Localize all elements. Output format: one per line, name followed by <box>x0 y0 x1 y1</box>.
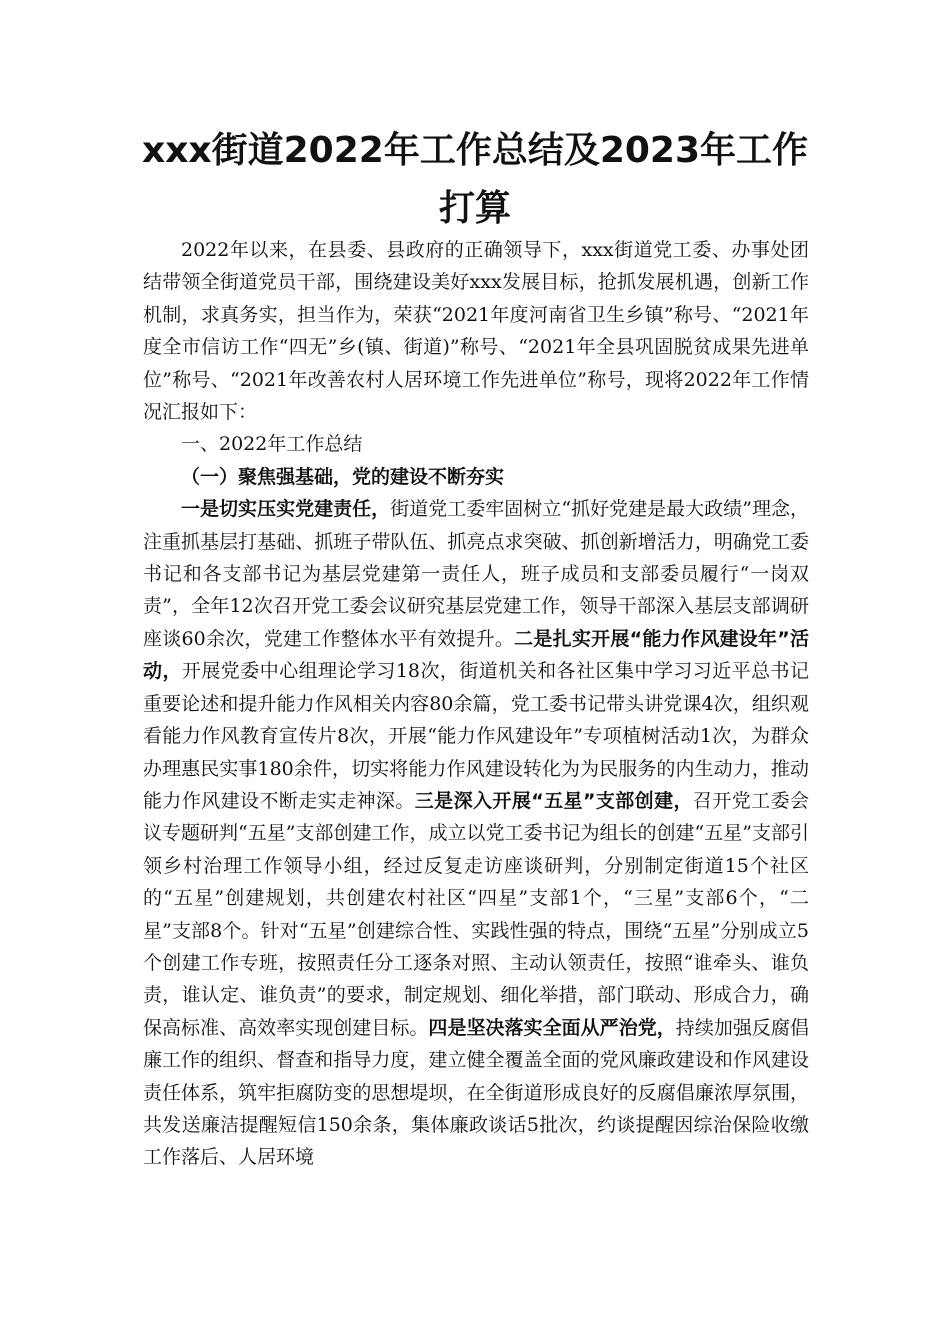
subsection-heading: （一）聚焦强基础，党的建设不断夯实 <box>181 465 505 488</box>
paragraph-text: 开展党委中心组理论学习18次，街道机关和各社区集中学习习近平总书记重要论述和提升能力作风相关内容80余篇，党工委书记带头讲党课4次，组织观看能力作风教育宣传片8次，开展“能力作风建设年”专项植树活动1次，为群众办理惠民实事180余件，切实将能力作风建设转化为为民服务的内生动力，推动能力作风建设不断走实走神深。 <box>143 660 809 812</box>
lead-phrase: 三是深入开展“五星”支部创建， <box>414 789 693 812</box>
paragraph-text: 持续加强反腐倡廉工作的组织、督查和指导力度，建立健全覆盖全面的党风廉政建设和作风建设责任体系，筑牢拒腐防变的思想堤坝，在全街道形成良好的反腐倡廉浓厚氛围，共发送廉洁提醒短信150余条，集体廉政谈话5批次，约谈提醒因综治保险收缴工作落后、人居环境 <box>143 1016 809 1169</box>
body-paragraph <box>143 493 809 1174</box>
lead-phrase: 四是坚决落实全面从严治党， <box>428 1016 676 1039</box>
lead-phrase: 一是切实压实党建责任， <box>181 498 391 521</box>
lead-phrase: 二是扎实开展“能力作风建设年”活动， <box>143 627 809 683</box>
document-title: xxx街道2022年工作总结及2023年工作打算 <box>141 130 809 229</box>
intro-paragraph: 2022年以来，在县委、县政府的正确领导下，xxx街道党工委、办事处团结带领全街道党员干部，围绕建设美好xxx发展目标，抢抓发展机遇，创新工作机制，求真务实，担当作为，荣获“2021年度河南省卫生乡镇”称号、“2021年度全市信访工作“四无”乡(镇、街道)”称号、“2021年全县巩固脱贫成果先进单位”称号、“2021年改善农村人居环境工作先进单位”称号，现将2022年工作情况汇报如下： <box>143 239 809 424</box>
document-body <box>143 234 809 1174</box>
paragraph-text: 街道党工委牢固树立“抓好党建是最大政绩”理念，注重抓基层打基础、抓班子带队伍、抓亮点求突破、抓创新增活力，明确党工委书记和各支部书记为基层党建第一责任人，班子成员和支部委员履行“一岗双责”，全年12次召开党工委会议研究基层党建工作，领导干部深入基层支部调研座谈60余次，党建工作整体水平有效提升。 <box>143 498 809 650</box>
paragraph-text: 召开党工委会议专题研判“五星”支部创建工作，成立以党工委书记为组长的创建“五星”支部引领乡村治理工作领导小组，经过反复走访座谈研判，分别制定街道15个社区的“五星”创建规划，共创建农村社区“四星”支部1个，“三星”支部6个，“二星”支部8个。针对“五星”创建综合性、实践性强的特点，围绕“五星”分别成立5个创建工作专班，按照责任分工逐条对照、主动认领责任，按照“谁牵头、谁负责，谁认定、谁负责”的要求，制定规划、细化举措，部门联动、形成合力，确保高标准、高效率实现创建目标。 <box>143 789 809 1039</box>
section-heading: 一、2022年工作总结 <box>181 433 363 456</box>
